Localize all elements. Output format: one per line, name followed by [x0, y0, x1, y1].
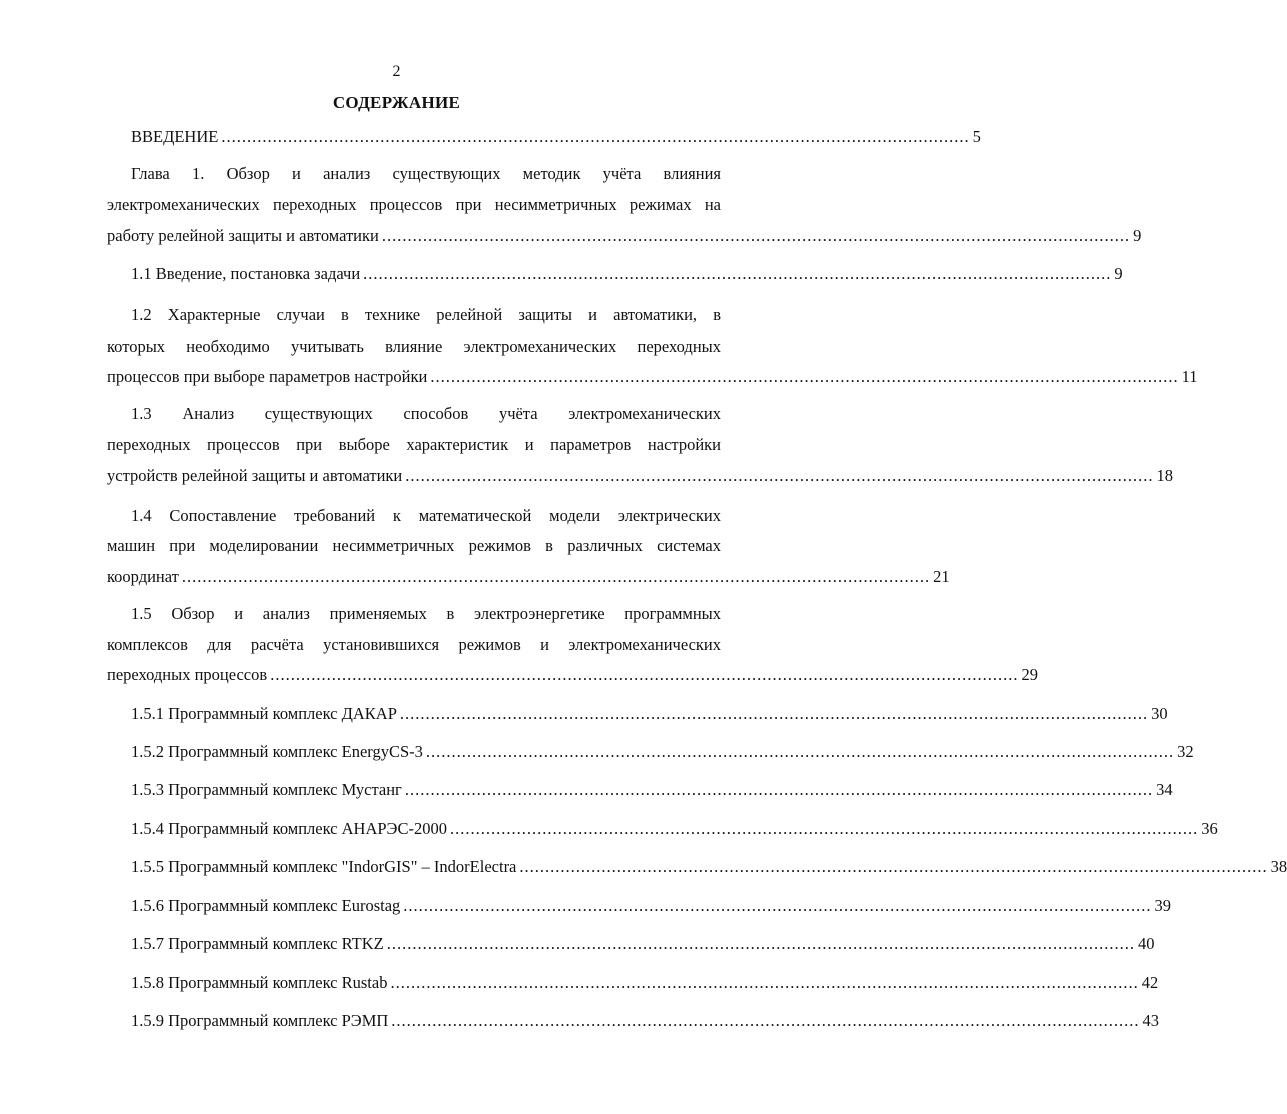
toc-entry-page: 9	[1114, 264, 1123, 283]
toc-entry-1-3-line-2: переходных процессов при выборе характеристик и параметров настройки	[107, 435, 721, 454]
toc-entry-text: 1.5.2 Программный комплекс EnergyCS-3	[131, 742, 423, 761]
toc-entry-page: 42	[1141, 973, 1159, 992]
toc-entry-text: 1.5.6 Программный комплекс Eurostag	[131, 896, 401, 915]
toc-entry-text: 1.5.1 Программный комплекс ДАКАР	[131, 704, 397, 723]
toc-entry-1-5-4[interactable]	[131, 819, 1218, 839]
toc-entry-1-1[interactable]	[131, 264, 1123, 284]
toc-entry-1-4[interactable]	[107, 567, 950, 587]
toc-entry-page: 11	[1181, 367, 1198, 386]
leader-dots: ..................................................................................................................................................	[403, 896, 1152, 915]
toc-entry-page: 30	[1151, 704, 1168, 723]
leader-dots: ..................................................................................................................................................	[430, 367, 1179, 386]
toc-entry-1-5-3[interactable]	[131, 780, 1173, 800]
toc-entry-text: устройств релейной защиты и автоматики	[107, 466, 403, 485]
leader-dots: ..................................................................................................................................................	[519, 857, 1268, 876]
toc-entry-page: 43	[1142, 1011, 1160, 1030]
toc-entry-1-2[interactable]	[107, 367, 1198, 387]
toc-entry-page: 36	[1201, 819, 1218, 838]
toc-entry-text: координат	[107, 567, 179, 586]
leader-dots: ..................................................................................................................................................	[363, 264, 1112, 283]
toc-entry-page: 9	[1133, 226, 1142, 245]
leader-dots: ..................................................................................................................................................	[221, 127, 970, 146]
toc-entry-1-5-line-1: 1.5 Обзор и анализ применяемых в электроэнергетике программных	[131, 604, 721, 623]
toc-entry-page: 5	[972, 127, 981, 146]
leader-dots: ..................................................................................................................................................	[405, 466, 1154, 485]
toc-entry-page: 40	[1137, 934, 1155, 953]
leader-dots: ..................................................................................................................................................	[449, 819, 1199, 838]
toc-entry-1-2-line-2: которых необходимо учитывать влияние электромеханических переходных	[107, 337, 721, 356]
page-title: СОДЕРЖАНИЕ	[332, 93, 461, 112]
leader-dots: ..................................................................................................................................................	[399, 704, 1149, 723]
page-number: 2	[392, 63, 401, 80]
toc-entry-1-5-line-2: комплексов для расчёта установившихся режимов и электромеханических	[107, 635, 721, 654]
toc-entry-1-3-line-1: 1.3 Анализ существующих способов учёта электромеханических	[131, 404, 721, 423]
toc-entry-page: 34	[1156, 780, 1173, 799]
toc-entry-page: 29	[1021, 665, 1038, 684]
toc-entry-text: 1.5.7 Программный комплекс RTKZ	[131, 934, 384, 953]
toc-entry-1-4-line-1: 1.4 Сопоставление требований к математической модели электрических	[131, 506, 721, 525]
toc-entry-page: 18	[1156, 466, 1174, 485]
toc-entry-1-2-line-1: 1.2 Характерные случаи в технике релейной защиты и автоматики, в	[131, 305, 721, 324]
toc-entry-page: 39	[1154, 896, 1172, 915]
toc-entry-1-5-7[interactable]	[131, 934, 1155, 954]
toc-entry-text: процессов при выборе параметров настройки	[107, 367, 428, 386]
leader-dots: ..................................................................................................................................................	[404, 780, 1154, 799]
toc-entry-1-3[interactable]	[107, 466, 1174, 486]
toc-entry-1-5-5[interactable]	[131, 857, 1287, 877]
leader-dots: ..................................................................................................................................................	[391, 1011, 1140, 1030]
toc-entry-1-5-9[interactable]	[131, 1011, 1160, 1031]
toc-entry-1-5[interactable]	[107, 665, 1038, 685]
toc-entry-page: 21	[933, 567, 950, 586]
toc-entry-introduction[interactable]	[131, 127, 981, 147]
toc-entry-page: 38	[1270, 857, 1287, 876]
toc-entry-chapter-1-line-2: электромеханических переходных процессов при несимметричных режимах на	[107, 195, 721, 214]
toc-entry-1-5-8[interactable]	[131, 973, 1159, 993]
toc-entry-page: 32	[1177, 742, 1194, 761]
toc-entry-text: 1.1 Введение, постановка задачи	[131, 264, 361, 283]
toc-entry-1-5-1[interactable]	[131, 704, 1168, 724]
leader-dots: ..................................................................................................................................................	[390, 973, 1139, 992]
leader-dots: ..................................................................................................................................................	[181, 567, 931, 586]
toc-entry-1-5-2[interactable]	[131, 742, 1194, 762]
toc-entry-text: 1.5.8 Программный комплекс Rustab	[131, 973, 388, 992]
toc-entry-text: работу релейной защиты и автоматики	[107, 226, 379, 245]
toc-entry-chapter-1[interactable]	[107, 226, 1142, 246]
toc-entry-text: ВВЕДЕНИЕ	[131, 127, 219, 146]
toc-entry-text: 1.5.3 Программный комплекс Мустанг	[131, 780, 402, 799]
leader-dots: ..................................................................................................................................................	[270, 665, 1019, 684]
toc-entry-text: переходных процессов	[107, 665, 268, 684]
toc-entry-text: 1.5.4 Программный комплекс АНАРЭС-2000	[131, 819, 447, 838]
toc-entry-1-4-line-2: машин при моделировании несимметричных режимов в различных системах	[107, 536, 721, 555]
leader-dots: ..................................................................................................................................................	[381, 226, 1131, 245]
toc-entry-1-5-6[interactable]	[131, 896, 1172, 916]
toc-entry-chapter-1-line-1: Глава 1. Обзор и анализ существующих методик учёта влияния	[131, 164, 721, 183]
leader-dots: ..................................................................................................................................................	[386, 934, 1135, 953]
toc-entry-text: 1.5.9 Программный комплекс РЭМП	[131, 1011, 389, 1030]
leader-dots: ..................................................................................................................................................	[425, 742, 1175, 761]
toc-entry-text: 1.5.5 Программный комплекс "IndorGIS" – IndorElectra	[131, 857, 517, 876]
